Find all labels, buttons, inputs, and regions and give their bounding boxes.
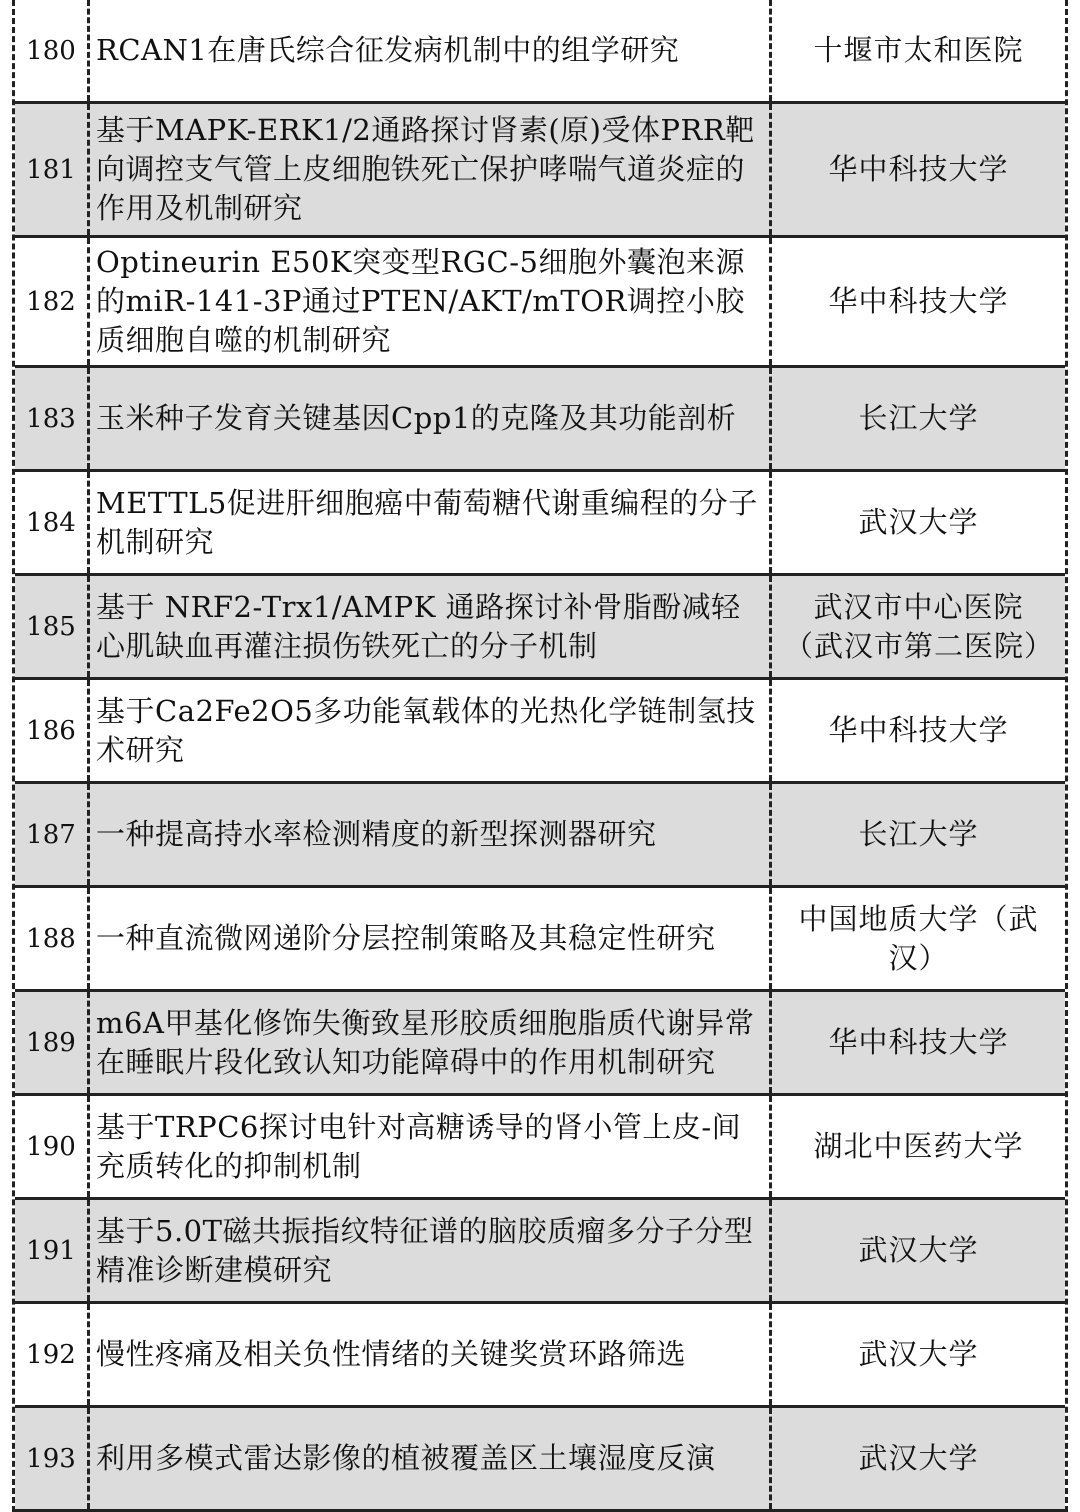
- table-row: [15, 1200, 1065, 1304]
- institution: 十堰市太和医院: [813, 33, 1024, 67]
- row-number: 192: [15, 1304, 90, 1405]
- institution: 武汉大学: [858, 1337, 979, 1371]
- row-number: 189: [15, 992, 90, 1093]
- institution: 武汉大学: [858, 505, 979, 539]
- institution: 武汉大学: [858, 1441, 979, 1475]
- table-row: [15, 1096, 1065, 1200]
- institution: 长江大学: [858, 401, 979, 435]
- table-row: [15, 888, 1065, 992]
- project-title: 基于MAPK-ERK1/2通路探讨肾素(原)受体PRR靶向调控支气管上皮细胞铁死亡保护哮喘气道炎症的作用及机制研究: [90, 104, 772, 235]
- table-row: [15, 680, 1065, 784]
- row-number: 182: [15, 238, 90, 365]
- row-number: 190: [15, 1096, 90, 1197]
- project-title: 玉米种子发育关键基因Cpp1的克隆及其功能剖析: [90, 368, 772, 469]
- row-number: 181: [15, 104, 90, 235]
- institution: 湖北中医药大学: [813, 1129, 1024, 1163]
- project-table: [12, 0, 1068, 1512]
- row-number: 187: [15, 784, 90, 885]
- row-number: 186: [15, 680, 90, 781]
- institution: 华中科技大学: [828, 1025, 1009, 1059]
- table-row: [15, 104, 1065, 238]
- table-row: [15, 472, 1065, 576]
- row-number: 193: [15, 1408, 90, 1509]
- row-number: 191: [15, 1200, 90, 1301]
- row-number: 185: [15, 576, 90, 677]
- project-title: 一种直流微网递阶分层控制策略及其稳定性研究: [90, 888, 772, 989]
- table-row: [15, 0, 1065, 104]
- project-title: 一种提高持水率检测精度的新型探测器研究: [90, 784, 772, 885]
- row-number: 188: [15, 888, 90, 989]
- project-title: RCAN1在唐氏综合征发病机制中的组学研究: [90, 0, 772, 101]
- table-row: [15, 992, 1065, 1096]
- table-row: [15, 1304, 1065, 1408]
- project-title: 利用多模式雷达影像的植被覆盖区土壤湿度反演: [90, 1408, 772, 1509]
- institution: 华中科技大学: [828, 284, 1009, 318]
- institution: 长江大学: [858, 817, 979, 851]
- institution: 中国地质大学（武汉）: [798, 901, 1039, 975]
- table-row: [15, 238, 1065, 368]
- project-title: Optineurin E50K突变型RGC-5细胞外囊泡来源的miR-141-3P通过PTEN/AKT/mTOR调控小胶质细胞自噬的机制研究: [90, 238, 772, 365]
- table-row: [15, 784, 1065, 888]
- project-title: 基于5.0T磁共振指纹特征谱的脑胶质瘤多分子分型精准诊断建模研究: [90, 1200, 772, 1301]
- institution: 武汉市中心医院（武汉市第二医院）: [784, 589, 1055, 663]
- project-title: 基于 NRF2-Trx1/AMPK 通路探讨补骨脂酚减轻心肌缺血再灌注损伤铁死亡的分子机制: [90, 576, 772, 677]
- project-title: 基于TRPC6探讨电针对高糖诱导的肾小管上皮-间充质转化的抑制机制: [90, 1096, 772, 1197]
- institution: 华中科技大学: [828, 713, 1009, 747]
- project-title: m6A甲基化修饰失衡致星形胶质细胞脂质代谢异常在睡眠片段化致认知功能障碍中的作用机制研究: [90, 992, 772, 1093]
- project-title: METTL5促进肝细胞癌中葡萄糖代谢重编程的分子机制研究: [90, 472, 772, 573]
- table-row: [15, 576, 1065, 680]
- row-number: 184: [15, 472, 90, 573]
- project-title: 慢性疼痛及相关负性情绪的关键奖赏环路筛选: [90, 1304, 772, 1405]
- row-number: 183: [15, 368, 90, 469]
- institution: 武汉大学: [858, 1233, 979, 1267]
- table-row: [15, 1408, 1065, 1512]
- institution: 华中科技大学: [828, 152, 1009, 186]
- row-number: 180: [15, 0, 90, 101]
- project-title: 基于Ca2Fe2O5多功能氧载体的光热化学链制氢技术研究: [90, 680, 772, 781]
- table-row: [15, 368, 1065, 472]
